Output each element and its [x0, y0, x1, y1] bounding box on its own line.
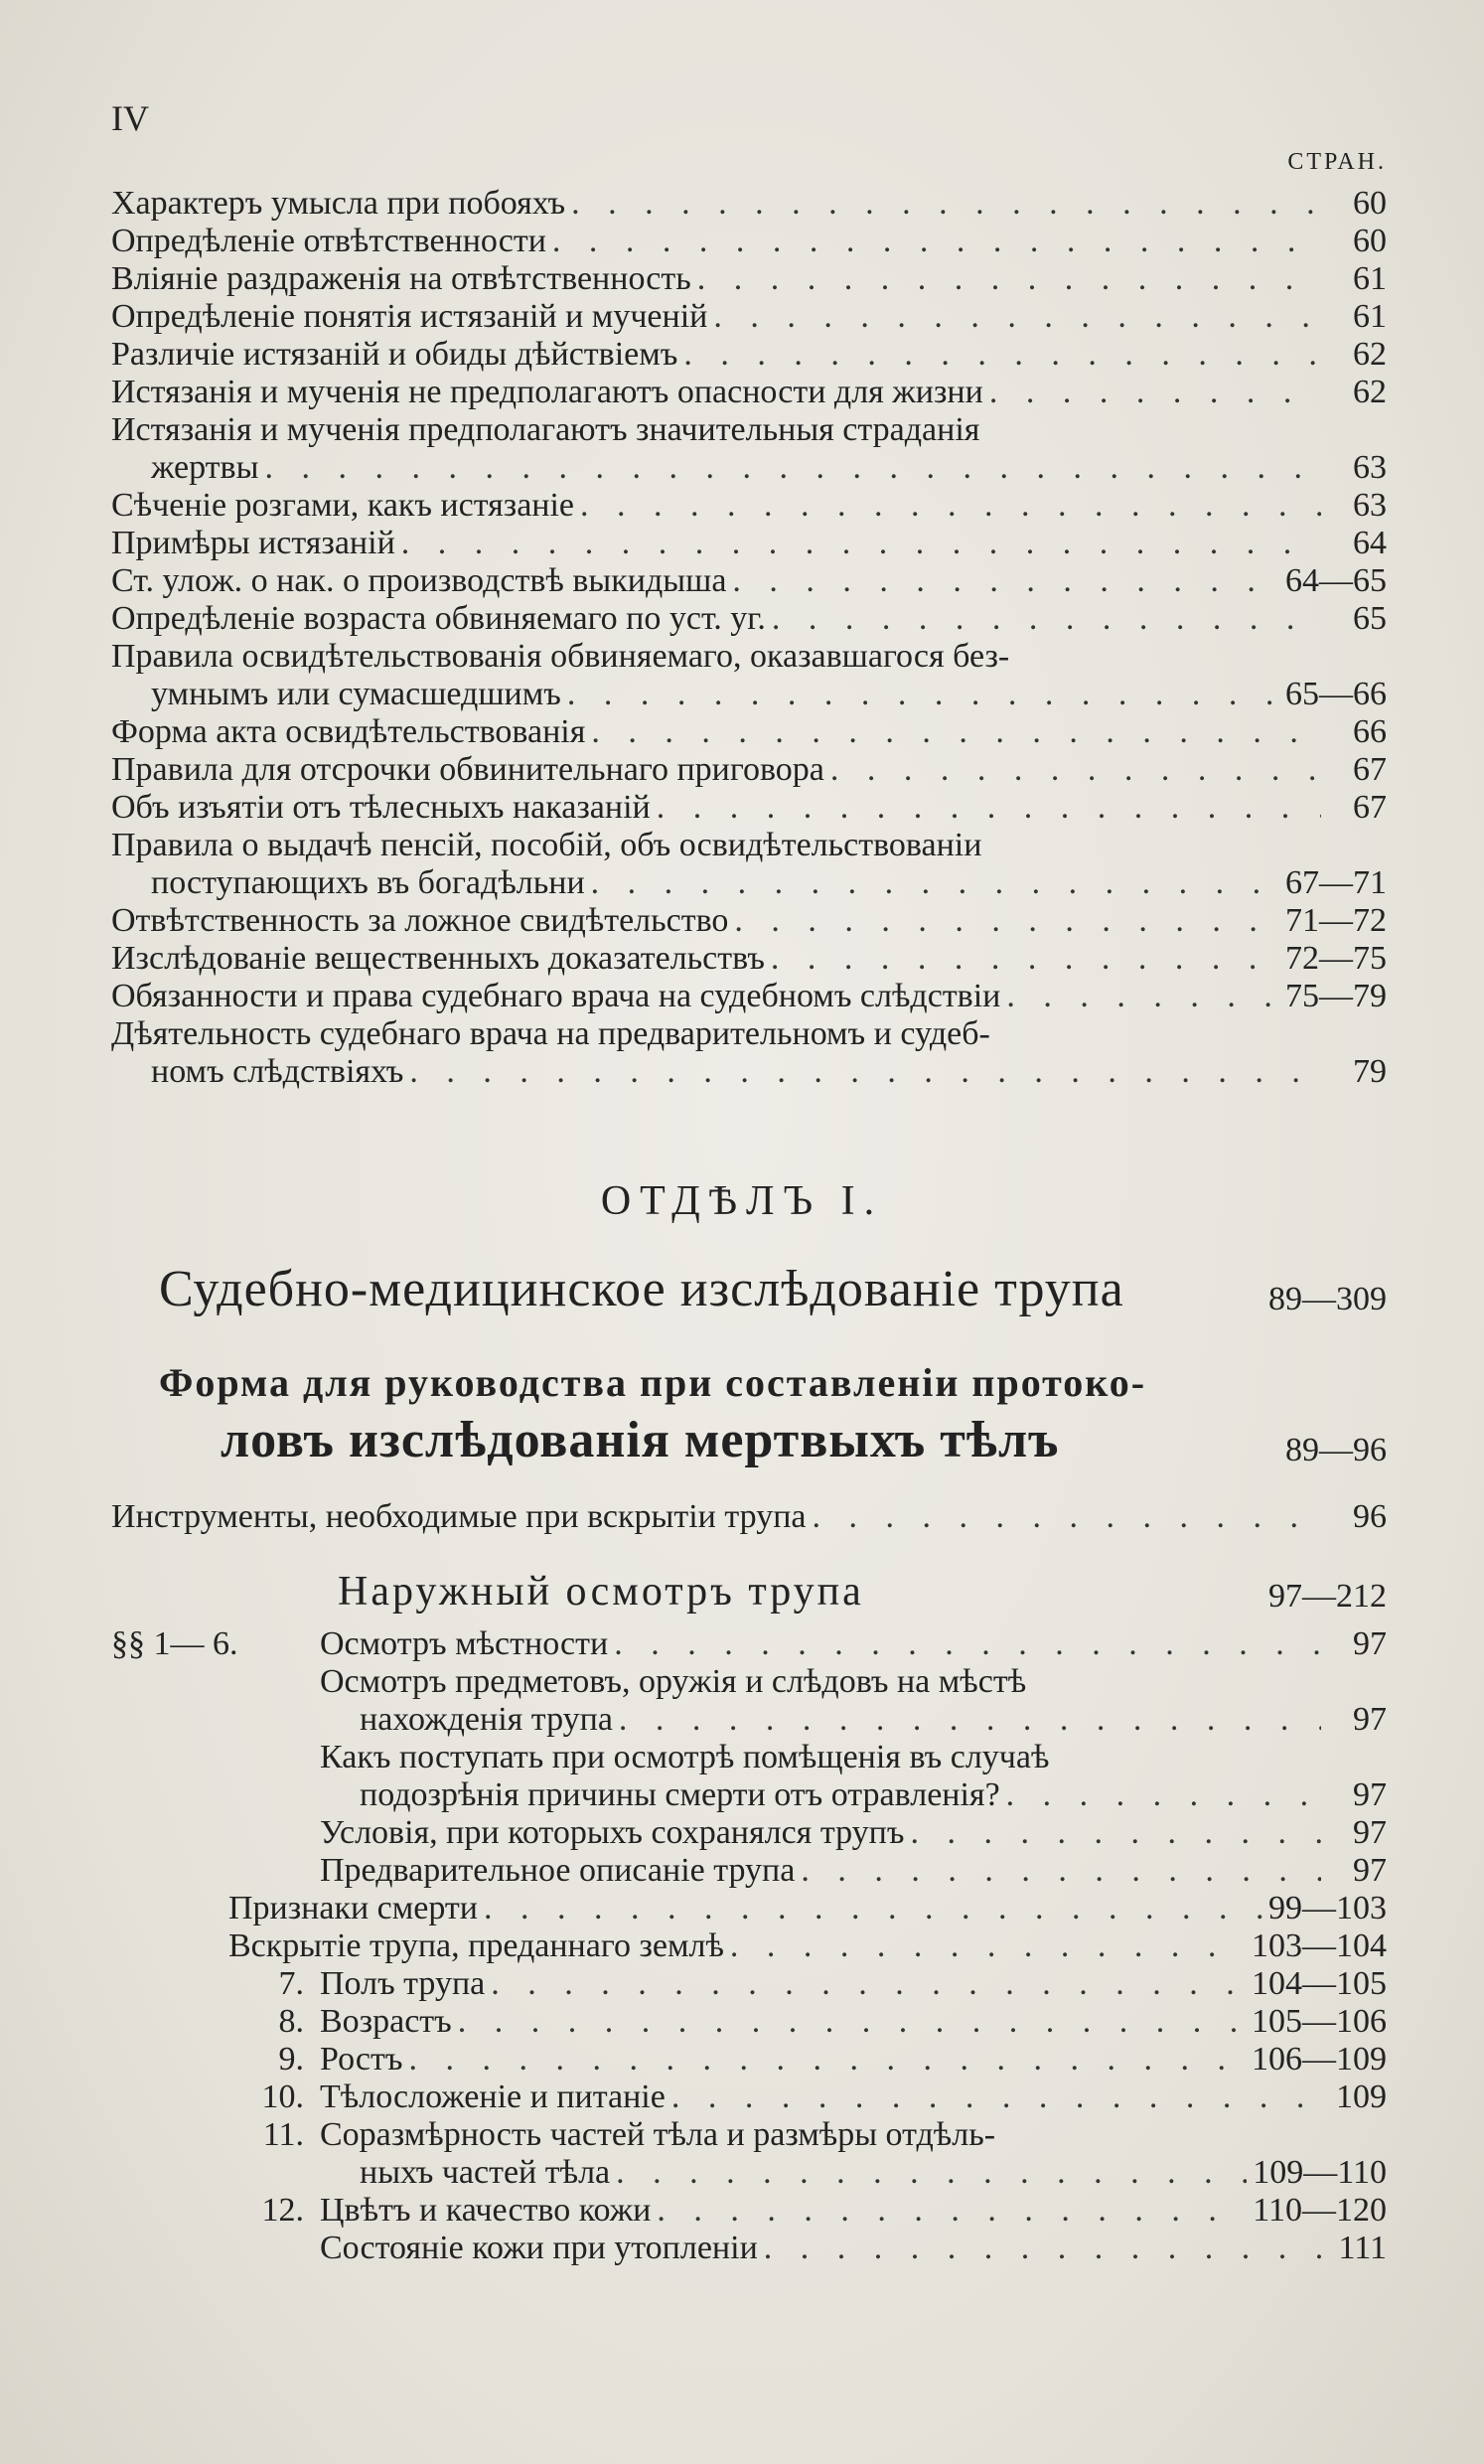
toc-entry: Условія, при которыхъ сохранялся трупъ . . . 97 [111, 1814, 1387, 1852]
toc-entry: подозрѣнія причины смерти отъ отравленія? . . . 97 [111, 1776, 1387, 1814]
section-subtitle-row [159, 1260, 1387, 1318]
form-heading-line1: Форма для руководства при составленіи протоко- [159, 1360, 1147, 1405]
page-roman-number: IV [111, 98, 149, 138]
toc-entry: ныхъ частей тѣла . . . 109—110 [111, 2154, 1387, 2192]
form-heading-row [221, 1411, 1387, 1469]
toc-entry-line1: Истязанія и мученія предполагаютъ значительныя страданія [111, 411, 980, 448]
toc-entry: Изслѣдованіе вещественныхъ доказательствъ . . . 72—75 [111, 940, 1387, 978]
paragraph-list [111, 1625, 1387, 2267]
toc-entry: Отвѣтственность за ложное свидѣтельство . . . 71—72 [111, 902, 1387, 940]
section-title: ОТДѢЛЪ I. [600, 1178, 884, 1224]
toc-entry-line1: Какъ поступать при осмотрѣ помѣщенія въ случаѣ [320, 1739, 1050, 1775]
toc-entry: Опредѣленіе возраста обвиняемаго по уст. уг. . . . 65 [111, 600, 1387, 638]
toc-entry: Истязанія и мученія не предполагаютъ опасности для жизни . . . 62 [111, 374, 1387, 411]
toc-entry: 7. Полъ трупа . . . 104—105 [111, 1965, 1387, 2003]
instruments-row [111, 1498, 1387, 1536]
toc-entry: Предварительное описаніе трупа . . . 97 [111, 1852, 1387, 1890]
pages-column-header: СТРАН. [1287, 149, 1387, 175]
instruments-text: Инструменты, необходимые при вскрытіи трупа [111, 1498, 807, 1535]
toc-entry: Обязанности и права судебнаго врача на судебномъ слѣдствіи . . . 75—79 [111, 978, 1387, 1015]
toc-entry: Ст. улож. о нак. о производствѣ выкидыша . . . 64—65 [111, 562, 1387, 600]
toc-entry: Характеръ умысла при побояхъ . . . 60 [111, 185, 1387, 223]
external-exam-heading: Наружный осмотръ трупа [338, 1569, 864, 1615]
toc-entry-line1: 11. Соразмѣрность частей тѣла и размѣры отдѣль- [262, 2116, 996, 2153]
toc-entry: 8. Возрастъ . . . 105—106 [111, 2003, 1387, 2041]
toc-entry: Примѣры истязаній . . . 64 [111, 525, 1387, 562]
toc-entry: §§ 1— 6. Осмотръ мѣстности . . . 97 [111, 1625, 1387, 1663]
toc-entry: Опредѣленіе понятія истязаній и мученій . . . 61 [111, 298, 1387, 336]
toc-entry: Объ изъятіи отъ тѣлесныхъ наказаній . . . 67 [111, 789, 1387, 827]
toc-entry-line1: Осмотръ предметовъ, оружія и слѣдовъ на мѣстѣ [320, 1663, 1027, 1700]
toc-entry: Состояніе кожи при утопленіи . . . 111 [111, 2230, 1387, 2267]
toc-entry: Опредѣленіе отвѣтственности . . . 60 [111, 223, 1387, 260]
toc-entry: Сѣченіе розгами, какъ истязаніе . . . 63 [111, 487, 1387, 525]
toc-entry: нахожденія трупа . . . 97 [111, 1701, 1387, 1739]
external-exam-row [338, 1568, 1387, 1616]
toc-entry: Признаки смерти . . . 99—103 [111, 1890, 1387, 1927]
form-heading-line2: ловъ изслѣдованія мертвыхъ тѣлъ [221, 1412, 1060, 1468]
form-heading-pages: 89—96 [1285, 1432, 1387, 1468]
toc-entry: 12. Цвѣтъ и качество кожи . . . 110—120 [111, 2192, 1387, 2230]
toc-entry: 9. Ростъ . . . 106—109 [111, 2041, 1387, 2079]
external-exam-pages: 97—212 [1268, 1578, 1387, 1615]
toc-entry: поступающихъ въ богадѣльни . . . 67—71 [111, 864, 1387, 902]
toc-entry: Правила для отсрочки обвинительнаго приговора . . . 67 [111, 751, 1387, 789]
toc-entry: умнымъ или сумасшедшимъ . . . 65—66 [111, 676, 1387, 713]
toc-entry: Вскрытіе трупа, преданнаго землѣ . . . 103—104 [111, 1927, 1387, 1965]
toc-entry: Различіе истязаній и обиды дѣйствіемъ . . . 62 [111, 336, 1387, 374]
section-subtitle: Судебно-медицинское изслѣдованіе трупа [159, 1261, 1124, 1317]
toc-entry-line1: Дѣятельность судебнаго врача на предварительномъ и судеб- [111, 1015, 990, 1052]
toc-entry: Форма акта освидѣтельствованія . . . 66 [111, 713, 1387, 751]
instruments-page: 96 [1353, 1498, 1387, 1535]
toc-entry-line1: Правила о выдачѣ пенсій, пособій, объ освидѣтельствованіи [111, 827, 982, 863]
toc-top-block [111, 185, 1387, 1091]
section-subtitle-pages: 89—309 [1268, 1281, 1387, 1317]
toc-entry: жертвы . . . 63 [111, 449, 1387, 487]
toc-entry: номъ слѣдствіяхъ . . . 79 [111, 1053, 1387, 1091]
toc-entry: Вліяніе раздраженія на отвѣтственность . . . 61 [111, 260, 1387, 298]
toc-entry-line1: Правила освидѣтельствованія обвиняемаго, оказавшагося без- [111, 638, 1010, 675]
toc-entry: 10. Тѣлосложеніе и питаніе . . . 109 [111, 2079, 1387, 2116]
